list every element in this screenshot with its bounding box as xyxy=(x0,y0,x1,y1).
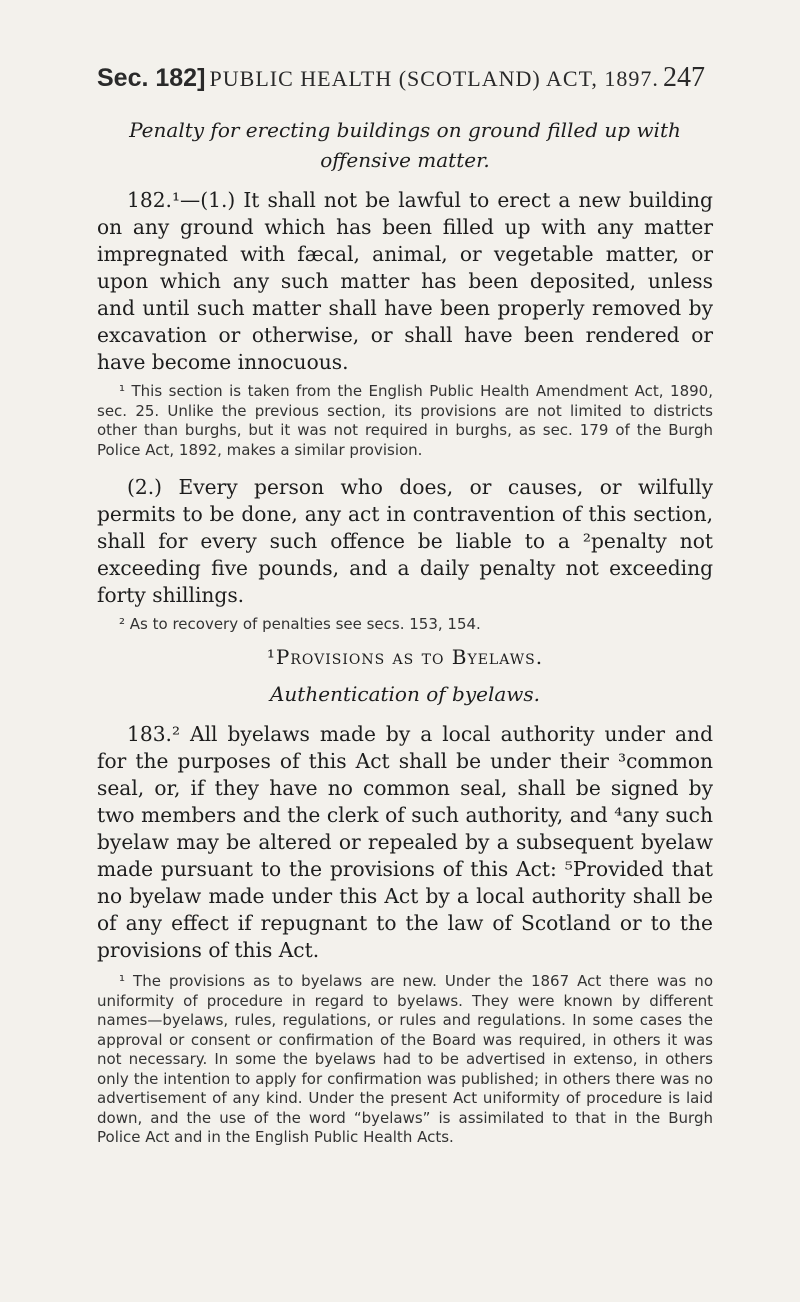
section-182-subsection-1: 182.¹—(1.) It shall not be lawful to erect a new building on any ground which has been filled up with any matter impregnated with fæcal, animal, or vegetable matter, or upon which any such matter has been deposited, unless and until such matter shall have been properly removed by excavation or otherwise, or shall have been rendered or have become innocuous. xyxy=(97,188,713,374)
running-header xyxy=(97,62,705,102)
section-182-heading: Penalty for erecting buildings on ground filled up with offensive matter. xyxy=(129,118,681,172)
section-183-heading: Authentication of byelaws. xyxy=(269,682,541,706)
footnote-182-1: ¹ This section is taken from the English Public Health Amendment Act, 1890, sec. 25. Unlike the previous section, its provisions are not limited to districts other than burghs, but it was not required in burghs, as sec. 179 of the Burgh Police Act, 1892, makes a similar provision. xyxy=(97,382,713,459)
footnote-182-2: ² As to recovery of penalties see secs. 153, 154. xyxy=(119,615,481,633)
footnote-183-1: ¹ The provisions as to byelaws are new. Under the 1867 Act there was no uniformity of procedure in regard to byelaws. They were known by different names—byelaws, rules, regulations, or rules and regulations. In some cases the approval or consent or confirmation of the Board was required, in others it was not necessary. In some the byelaws had to be advertised in extenso, in others only the intention to apply for confirmation was published; in others there was no advertisement of any kind. Under the present Act uniformity of procedure is laid down, and the use of the word “byelaws” is assimilated to that in the Burgh Police Act and in the English Public Health Acts. xyxy=(97,972,713,1146)
section-182 xyxy=(97,115,713,635)
section-183-text: 183.² All byelaws made by a local authority under and for the purposes of this Act shall be under their ³common seal, or, if they have no common seal, shall be signed by two members and the clerk of such authority, and ⁴any such byelaw may be altered or repealed by a subsequent byelaw made pursuant to the provisions of this Act: ⁵Provided that no byelaw made under this Act by a local authority shall be of any effect if repugnant to the law of Scotland or to the provisions of this Act. xyxy=(97,722,713,962)
byelaws-part xyxy=(97,645,713,1148)
running-title: PUBLIC HEALTH (SCOTLAND) ACT, 1897. xyxy=(209,66,659,91)
section-reference: Sec. 182] xyxy=(97,64,206,92)
page-number: 247 xyxy=(662,62,705,93)
part-title: ¹Provisions as to Byelaws. xyxy=(266,645,544,669)
section-182-subsection-2: (2.) Every person who does, or causes, or wilfully permits to be done, any act in contravention of this section, shall for every such offence be liable to a ²penalty not exceeding five pounds, and a daily penalty not exceeding forty shillings. xyxy=(97,475,713,607)
